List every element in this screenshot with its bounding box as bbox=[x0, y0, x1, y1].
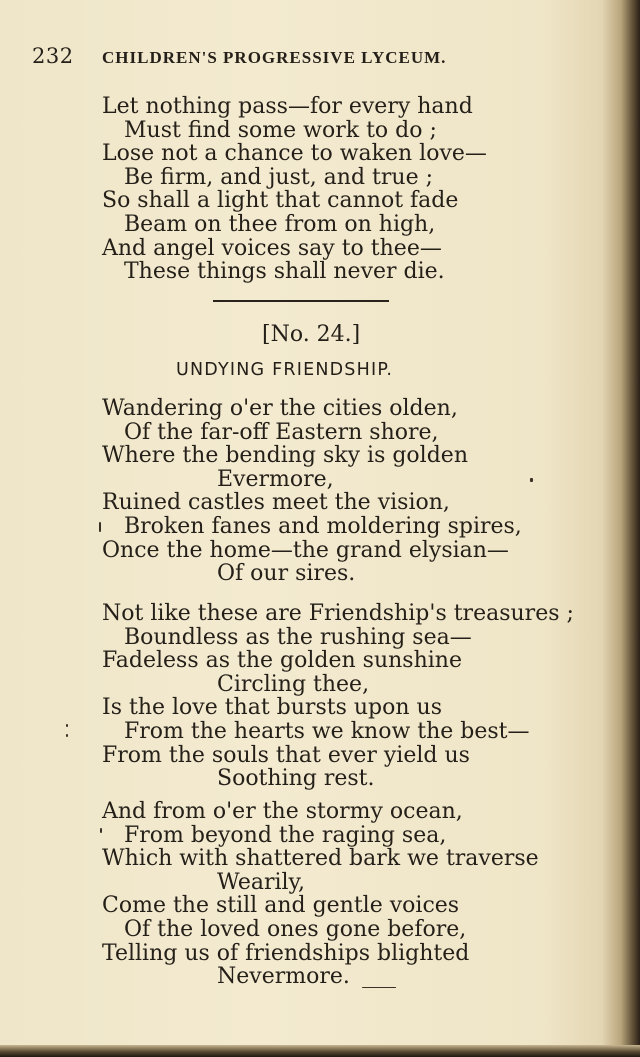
poem-line: Be firm, and just, and true ; bbox=[124, 164, 433, 190]
poem-line: Must find some work to do ; bbox=[124, 117, 437, 143]
poem-stanza-2 bbox=[102, 602, 574, 791]
page-number: 232 bbox=[32, 44, 74, 68]
poem-line: These things shall never die. bbox=[124, 259, 445, 285]
poem-line: Telling us of friendships blighted bbox=[102, 940, 470, 966]
poem-line: Broken fanes and moldering spires, bbox=[124, 513, 522, 539]
ink-speck bbox=[530, 478, 533, 482]
poem-line: Lose not a chance to waken love— bbox=[102, 141, 487, 167]
poem-line: Is the love that bursts upon us bbox=[102, 695, 442, 721]
poem-line: Let nothing pass—for every hand bbox=[102, 94, 473, 119]
poem-line: Of the loved ones gone before, bbox=[124, 916, 467, 942]
poem-line: So shall a light that cannot fade bbox=[102, 188, 459, 214]
poem-title: UNDYING FRIENDSHIP. bbox=[176, 360, 394, 380]
book-title: CHILDREN'S PROGRESSIVE LYCEUM. bbox=[102, 48, 447, 67]
poem-line: Where the bending sky is golden bbox=[102, 443, 468, 469]
poem-line: Evermore, bbox=[217, 466, 334, 492]
poem-line: Wearily, bbox=[217, 869, 306, 895]
poem-line: From beyond the raging sea, bbox=[124, 822, 447, 848]
poem-line: And from o'er the stormy ocean, bbox=[102, 799, 463, 824]
poem-line: From the hearts we know the best— bbox=[124, 718, 530, 744]
ink-speck bbox=[66, 724, 68, 727]
page-bottom-edge bbox=[0, 1045, 640, 1057]
poem-line: Ruined castles meet the vision, bbox=[102, 490, 450, 516]
poem-stanza-1 bbox=[102, 397, 522, 586]
poem-line: Not like these are Friendship's treasures ; bbox=[102, 601, 574, 626]
poem-stanza-3 bbox=[102, 800, 539, 989]
ink-speck bbox=[66, 734, 68, 737]
poem-line: Circling thee, bbox=[217, 671, 370, 697]
poem-line: Of our sires. bbox=[217, 561, 356, 587]
poem-line: Nevermore. bbox=[217, 964, 350, 990]
poem-line: From the souls that ever yield us bbox=[102, 742, 470, 768]
ink-speck bbox=[362, 987, 396, 988]
poem-line: And angel voices say to thee— bbox=[102, 235, 442, 261]
poem-line: Come the still and gentle voices bbox=[102, 893, 460, 919]
ink-speck bbox=[100, 828, 102, 833]
poem-line: Fadeless as the golden sunshine bbox=[102, 648, 462, 674]
poem-line: Of the far-off Eastern shore, bbox=[124, 419, 439, 445]
poem-line: Which with shattered bark we traverse bbox=[102, 846, 539, 872]
poem-line: Once the home—the grand elysian— bbox=[102, 537, 509, 563]
previous-poem-stanza bbox=[102, 95, 487, 284]
poem-line: Beam on thee from on high, bbox=[124, 211, 436, 237]
poem-line: Soothing rest. bbox=[217, 766, 375, 792]
ink-speck bbox=[99, 522, 101, 532]
section-divider bbox=[213, 300, 389, 302]
poem-number: [No. 24.] bbox=[262, 322, 361, 347]
poem-line: Boundless as the rushing sea— bbox=[124, 624, 472, 650]
poem-line: Wandering o'er the cities olden, bbox=[102, 396, 458, 421]
